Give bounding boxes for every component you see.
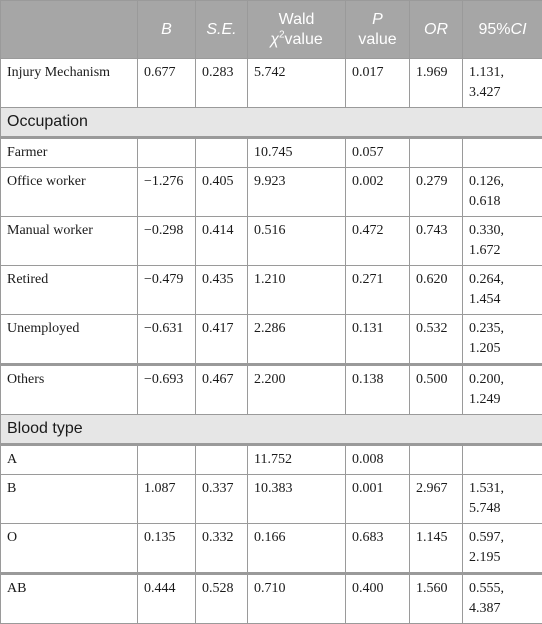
cell-b: −0.479	[138, 266, 196, 315]
header-ci	[463, 1, 542, 59]
cell-wald: 0.710	[248, 574, 346, 624]
cell-or: 1.145	[410, 524, 463, 574]
ci-low: 0.200,	[469, 372, 504, 387]
cell-p: 0.472	[346, 217, 410, 266]
header-p-line2: value	[358, 31, 396, 48]
ci-low: 0.330,	[469, 223, 504, 238]
header-wald-chi: χ	[270, 31, 279, 48]
cell-ci	[463, 445, 542, 475]
row-label: Unemployed	[1, 315, 138, 365]
row-label: Office worker	[1, 168, 138, 217]
ci-high: 3.427	[469, 85, 501, 100]
cell-b: 0.444	[138, 574, 196, 624]
ci-high: 0.618	[469, 194, 501, 209]
cell-se	[196, 138, 248, 168]
cell-wald: 9.923	[248, 168, 346, 217]
cell-ci	[463, 365, 542, 415]
table-row	[1, 59, 542, 108]
cell-ci	[463, 138, 542, 168]
header-row	[1, 1, 542, 59]
cell-p: 0.017	[346, 59, 410, 108]
table-row	[1, 445, 542, 475]
header-ci-suffix: CI	[511, 21, 527, 38]
cell-se	[196, 445, 248, 475]
header-p	[346, 1, 410, 59]
cell-wald: 0.516	[248, 217, 346, 266]
cell-wald: 1.210	[248, 266, 346, 315]
ci-low: 1.131,	[469, 65, 504, 80]
row-label: AB	[1, 574, 138, 624]
cell-ci	[463, 217, 542, 266]
row-label: Retired	[1, 266, 138, 315]
ci-low: 0.126,	[469, 174, 504, 189]
row-label: Farmer	[1, 138, 138, 168]
ci-high: 1.249	[469, 392, 501, 407]
ci-low: 0.264,	[469, 272, 504, 287]
ci-low: 0.597,	[469, 530, 504, 545]
header-wald-line2: value	[285, 31, 323, 48]
cell-or: 0.500	[410, 365, 463, 415]
header-b: B	[138, 1, 196, 59]
table-row	[1, 475, 542, 524]
ci-high: 2.195	[469, 550, 501, 565]
cell-or	[410, 445, 463, 475]
cell-wald: 11.752	[248, 445, 346, 475]
cell-wald: 10.383	[248, 475, 346, 524]
ci-high: 5.748	[469, 501, 501, 516]
cell-or: 2.967	[410, 475, 463, 524]
cell-ci	[463, 266, 542, 315]
header-or: OR	[410, 1, 463, 59]
row-label: Others	[1, 365, 138, 415]
cell-b: −0.631	[138, 315, 196, 365]
cell-wald: 2.200	[248, 365, 346, 415]
section-title: Occupation	[1, 108, 542, 138]
cell-b	[138, 138, 196, 168]
cell-b: 0.677	[138, 59, 196, 108]
cell-se: 0.467	[196, 365, 248, 415]
table-row	[1, 315, 542, 365]
ci-low: 1.531,	[469, 481, 504, 496]
ci-high: 1.672	[469, 243, 501, 258]
cell-ci	[463, 315, 542, 365]
cell-b	[138, 445, 196, 475]
cell-se: 0.405	[196, 168, 248, 217]
cell-wald: 10.745	[248, 138, 346, 168]
table-row	[1, 168, 542, 217]
cell-p: 0.131	[346, 315, 410, 365]
cell-wald: 5.742	[248, 59, 346, 108]
cell-or: 0.620	[410, 266, 463, 315]
cell-se: 0.283	[196, 59, 248, 108]
cell-p: 0.400	[346, 574, 410, 624]
cell-p: 0.683	[346, 524, 410, 574]
cell-p: 0.001	[346, 475, 410, 524]
header-variable	[1, 1, 138, 59]
cell-se: 0.414	[196, 217, 248, 266]
table-row	[1, 365, 542, 415]
cell-wald: 0.166	[248, 524, 346, 574]
cell-b: −1.276	[138, 168, 196, 217]
header-ci-prefix: 95%	[478, 21, 510, 38]
cell-ci	[463, 574, 542, 624]
header-se: S.E.	[196, 1, 248, 59]
row-label: Injury Mechanism	[1, 59, 138, 108]
ci-low: 0.555,	[469, 581, 504, 596]
cell-ci	[463, 59, 542, 108]
cell-or: 0.532	[410, 315, 463, 365]
cell-ci	[463, 475, 542, 524]
cell-or: 1.969	[410, 59, 463, 108]
table-row	[1, 217, 542, 266]
row-label: B	[1, 475, 138, 524]
cell-p: 0.057	[346, 138, 410, 168]
section-row-blood-type	[1, 415, 542, 445]
cell-b: 1.087	[138, 475, 196, 524]
cell-se: 0.528	[196, 574, 248, 624]
ci-high: 4.387	[469, 601, 501, 616]
cell-wald: 2.286	[248, 315, 346, 365]
table-row	[1, 524, 542, 574]
cell-or: 1.560	[410, 574, 463, 624]
cell-or: 0.279	[410, 168, 463, 217]
cell-b: 0.135	[138, 524, 196, 574]
table-row	[1, 266, 542, 315]
table-row	[1, 574, 542, 624]
ci-high: 1.205	[469, 341, 501, 356]
row-label: A	[1, 445, 138, 475]
cell-ci	[463, 168, 542, 217]
cell-se: 0.417	[196, 315, 248, 365]
cell-se: 0.332	[196, 524, 248, 574]
row-label: O	[1, 524, 138, 574]
ci-low: 0.235,	[469, 321, 504, 336]
cell-p: 0.271	[346, 266, 410, 315]
cell-p: 0.008	[346, 445, 410, 475]
cell-p: 0.002	[346, 168, 410, 217]
table-row	[1, 138, 542, 168]
ci-high: 1.454	[469, 292, 501, 307]
cell-or: 0.743	[410, 217, 463, 266]
cell-b: −0.693	[138, 365, 196, 415]
cell-b: −0.298	[138, 217, 196, 266]
section-title: Blood type	[1, 415, 542, 445]
cell-se: 0.435	[196, 266, 248, 315]
header-wald-sup: 2	[279, 29, 285, 40]
section-row-occupation	[1, 108, 542, 138]
header-wald-line1: Wald	[279, 11, 315, 28]
cell-se: 0.337	[196, 475, 248, 524]
cell-or	[410, 138, 463, 168]
header-wald	[248, 1, 346, 59]
cell-p: 0.138	[346, 365, 410, 415]
cell-ci	[463, 524, 542, 574]
row-label: Manual worker	[1, 217, 138, 266]
header-p-line1: P	[372, 11, 383, 28]
